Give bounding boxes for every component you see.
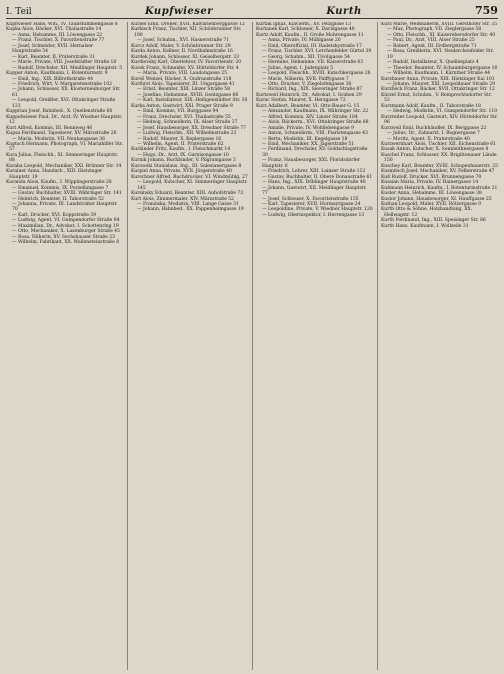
directory-entry: Kurzweil Emil, Buchhändler, IX. Berggasse 22 (381, 125, 487, 131)
directory-entry: — Emil, Kommis, VII. Burggasse 94 (137, 109, 219, 115)
directory-entry: — Johann, Maurer, XXI. Leopoldauer Straße 29 (387, 81, 495, 87)
directory-entry: — Johann, Gastwirt, XII. Meidlinger Hauptstr. 77 (262, 185, 367, 197)
directory-entry: Kurschner Alfred, Buchdrucker, VI. Windmühlg. 27 (131, 174, 248, 180)
directory-entry: Kurzbauer Anna, Private, XIII. Hietzinger Kai 101 (381, 76, 495, 82)
directory-entry: Kusak Anton, Kutscher, X. Sonnleithnergasse 8 (381, 147, 489, 153)
directory-entry: — Josef, Schlosser, X. Favoritenstraße 155 (262, 196, 359, 202)
directory-entry: — Karl, Installateur, XIX. Heiligenstädter Str. 30 (137, 98, 248, 104)
directory-entry: Kurz Adalbert, Beamter, VI. Otto-Bauer-G. 15 (256, 103, 360, 109)
directory-entry: — Richard, Ing., XIX. Sieveringer Straße 87 (262, 87, 363, 93)
directory-entry: Kurzwernhart Alois, Tischler, XII. Eichenstraße 61 (381, 141, 497, 147)
directory-entry: Kupsa Ferdinand, Tapezierer, XV. Märzstraße 26 (6, 131, 117, 137)
directory-entry: — Alfred, Kommis, XIV. Linzer Straße 104 (262, 114, 358, 120)
directory-entry: — Johann, Bahnbed., XX. Pappenheimgasse 19 (137, 207, 244, 213)
directory-entry: — Ludwig, Agent, VI. Gumpendorfer Straße 84 (12, 218, 120, 224)
directory-entry: Kurz Marie, Weißnäherin, XVIII. Gersthofer Str. 35 (381, 22, 498, 27)
directory-entry: Kurda Anton, Kellner, II. Nordbahnstraße 16 (131, 49, 233, 55)
directory-entry: — Julius, Dr., Zahnarzt, I. Bognergasse 7 (387, 131, 480, 137)
directory-entry: Kussian Maria, Private, IV. Rainergasse 14 (381, 180, 479, 186)
directory-entry: Kurek Franz, Schneider, XV. Hütteldorfer Str. 4 (131, 65, 239, 71)
directory-entry: — Josef, Hausbesorger, XX. Dresdner Straße 77 (137, 125, 246, 131)
directory-entry: — Johann, Schlosser, XX. Klosterneuburger Str. 61 (12, 87, 121, 98)
directory-entry: — Berta, Modistin, III. Kegelgasse 18 (262, 136, 348, 142)
directory-entry: Kurcz Adolf, Maler, V. Schönbrunner Str. 29 (131, 43, 231, 49)
directory-entry: Kupprian Josef, Bahnbed., X. Quellenstraße 60 (6, 109, 113, 115)
directory-entry: — Leopoldine, Private, V. Wiedner Hauptstr. 120 (262, 207, 373, 213)
directory-entry: Kurt Alois, Zimmermaler, XIV. Märzstraße 52 (131, 196, 234, 202)
directory-columns (6, 22, 498, 670)
directory-entry: — Wilhelm, Agent, II. Praterstraße 62 (137, 141, 224, 147)
directory-entry: — Anna, Private, IV. Mühlgasse 20 (262, 38, 341, 44)
directory-entry: Kureš Wenzel, Bäcker, X. Gudrunstraße 118 (131, 76, 232, 82)
directory-entry: — Franz, Tischler, XVI. Lerchenfelder Gürtel 39 (262, 49, 372, 55)
directory-entry: Kurka Anton, Gastwirt, XXI. Prager Straße 9 (131, 103, 233, 109)
directory-entry: — Otto, Fleischh., XI. Kaiserebersdorfer Str. 40 (387, 32, 496, 38)
directory-entry: Kuruc Stefan, Maurer, X. Herzgasse 72 (256, 98, 346, 104)
directory-entry: — Rosa, Näherin, XV. Sechshauser Straße 23 (12, 234, 116, 240)
directory-entry: — Rosa, Greißlerin, XVI. Neulerchenfelder Str. 19 (387, 49, 494, 60)
directory-entry: Kürzel Ernst, Schuhm., V. Reinprechtsdorfer Str. 53 (381, 92, 492, 104)
directory-entry: Kursinsky Eduard, Beamter, XIII. Auhofstraße 73 (131, 191, 244, 197)
directory-entry: Kurbisch Franz, Tischler, XII. Schönbrunner Str. 190 (131, 27, 242, 38)
directory-entry: Kurainer Anna, Handarb., XIII. Hietzinger Hauptstr. 19 (6, 169, 103, 180)
directory-entry: — Friedrich, Lehrer, XIII. Lainzer Straße 112 (262, 169, 366, 175)
directory-entry: — Gustav, Buchhalter, II. Obere Donaustraße 61 (262, 174, 373, 180)
directory-entry: Kurtz Adolf, Kaufm., II. Große Mohrengasse 11 (256, 32, 364, 38)
directory-entry: — Josefine, Hebamme, XVIII. Gentzgasse 66 (137, 92, 239, 98)
directory-entry: Kurth Otto & Söhne, Holzhandlung, XX. Hellwagstr. 12 (381, 207, 473, 218)
directory-entry: — Rudolf, Drechsler, XII. Meidlinger Hauptstr. 5 (12, 65, 123, 71)
directory-entry: Kurpiel Anna, Private, XVII. Jörgerstraße 40 (131, 169, 232, 175)
directory-entry: — Hugo, Dr., Arzt, IX. Garnisongasse 10 (137, 152, 229, 158)
directory-entry: — Josef, Schneider, XVII. Hernalser Hauptstraße 54 (12, 43, 94, 55)
directory-entry: Kurbel Emil, Dreher, XVII. Kalvarienberggasse 12 (131, 22, 245, 27)
directory-entry: Kurzmann Adolf, Kaufm., II. Taborstraße 18 (381, 103, 481, 109)
running-head-left: Kupfwieser (144, 6, 214, 17)
directory-entry: — Maximilian, Dr., Advokat, I. Schottenring 19 (12, 223, 119, 229)
directory-entry: — Georg, Schuhm., XII. Tivoligasse 54 (262, 54, 350, 60)
directory-entry: — Theodor, Beamter, IV. Schaumburgergasse 16 (387, 65, 498, 71)
directory-entry: Kupfwieser Hans, Wm., IV. Taubstummengasse 8 (6, 22, 118, 27)
directory-entry: — Emil, Mechaniker, XX. Jägerstraße 51 (262, 141, 355, 147)
directory-entry: — Hermine, Hebamme, VII. Kaiserstraße 63 (262, 60, 364, 66)
section-label: I. Teil (6, 7, 32, 17)
directory-entry: — Heinrich, Beamter, II. Taborstraße 52 (12, 196, 104, 202)
directory-entry: — Anton, Schneiderm., VIII. Piaristengasse 43 (262, 131, 368, 137)
directory-entry: Kurnik Johann, Buchbinder, V. Pilgramgasse 3 (131, 158, 236, 164)
column-4 (377, 22, 498, 670)
directory-entry: Kurzböck Franz, Bäcker, XVII. Ottakringer Str. 12 (381, 87, 495, 93)
directory-entry: Kustor Johann, Hausbesorger, XI. Hauffgasse 25 (381, 196, 492, 202)
directory-entry: — Josef, Schuhm., XVI. Hasnerstraße 71 (137, 38, 230, 44)
directory-entry: — Hedwig, Modistin, VI. Gumpendorfer Str. 110 (387, 109, 498, 115)
directory-entry: Kurt Alfred, Kommis, III. Rennweg 46 (6, 125, 93, 131)
directory-entry: — Julius, Agent, I. Judenplatz 5 (262, 65, 334, 71)
directory-entry: — Maria, Modistin, VII. Neubaugasse 36 (12, 136, 105, 142)
directory-entry: — Moritz, Agent, II. Praterstraße 40 (387, 136, 470, 142)
directory-entry: — Emil, Oberoffizial, III. Radetzkystraße 17 (262, 43, 362, 49)
directory-entry: — Leopold, Kutscher, XI. Simmeringer Hauptstr. 145 (137, 180, 248, 191)
directory-entry: — Gustav, Buchhalter, XVIII. Währinger Str. 141 (12, 191, 122, 197)
directory-entry: Kupka Alois, Bäcker, XVI. Thaliastraße 14 (6, 27, 102, 33)
directory-entry: — Franz, Hausbesorger, XXI. Floridsdorfer Hauptstr. 6 (262, 158, 360, 169)
directory-entry: — Hans, Ing., XIX. Döblinger Hauptstraße 48 (262, 180, 366, 186)
directory-entry: — Robert, Agent, III. Erdbergstraße 71 (387, 43, 477, 49)
directory-entry: — Leopold, Greißler, XVI. Ottakringer Straße 133 (12, 98, 116, 109)
directory-entry: — Johanna, Private, III. Landstraßer Hauptstr. 70 (12, 201, 118, 213)
directory-entry: Kußmann Heinrich, Kaufm., I. Rotenturmstraße 21 (381, 185, 498, 191)
directory-entry: Kuthan Leopold, Maler, XVII. Rötzergasse 9 (381, 201, 482, 207)
directory-entry: — Ferdinand, Drechsler, XV. Goldschlagstraße 30 (262, 147, 368, 158)
directory-entry: — Karl, Tapezierer, XVII. Hormayrgasse 24 (262, 201, 361, 207)
running-head-right: Kurth (326, 6, 362, 17)
directory-entry: — Marie, Private, VIII. Josefstädter Straße 18 (12, 60, 117, 66)
directory-entry: — Rudolf, Maurer, X. Keplergasse 16 (137, 136, 222, 142)
directory-entry: Kuschey Karl, Beamter, XVIII. Schopenhauerstr. 33 (381, 163, 498, 169)
directory-entry: Kurtak Ignaz, Klavierm., XV. Pelzgasse 13 (256, 22, 352, 27)
directory-entry: Kurtzweil Heinrich, Dr., Advokat, I. Graben 29 (256, 92, 362, 98)
page-header (6, 4, 498, 19)
directory-entry: — Franz, Tischler, X. Favoritenstraße 77 (12, 38, 105, 44)
directory-entry: — Franz, Drechsler, XVI. Thaliastraße 55 (137, 114, 231, 120)
directory-entry: Kurtanek Karl, Schlosser, X. Davidgasse 48 (256, 27, 355, 33)
directory-entry: — Alexander, Kaufmann, IX. Währinger Str. 22 (262, 109, 369, 115)
directory-entry: Kurdiovsky Karl, Oberlehrer, IV. Favoritenstr. 20 (131, 60, 242, 66)
directory-entry: — Ernst, Beamter, XIII. Linzer Straße 58 (137, 87, 230, 93)
directory-entry: — Alois, Bäckerm., XVI. Ottakringer Straße 88 (262, 120, 369, 126)
directory-entry: Kurdek Johann, Schlosser, XI. Geiselbergstr. 33 (131, 54, 240, 60)
column-2 (127, 22, 248, 670)
directory-entry: — Amalie, Private, IV. Wohllebengasse 9 (262, 125, 354, 131)
directory-entry: Kurfürst Alois, Tapezierer, III. Ungargasse 41 (131, 81, 235, 87)
directory-entry: — Anna, Hebamme, III. Löwengasse 22 (12, 32, 103, 38)
directory-entry: — Paul, Dr., Arzt, VIII. Alser Straße 25 (387, 38, 475, 44)
directory-entry: — Ludwig, Oberinspektor, I. Herrengasse 13 (262, 212, 365, 218)
directory-entry: — Otto, Mechaniker, X. Laxenburger Straße 45 (12, 229, 120, 235)
directory-entry: — Rudolf, Installateur, X. Quellenplatz 4 (387, 60, 479, 66)
directory-entry: — Karl, Drucker, XVI. Koppstraße 39 (12, 212, 97, 218)
directory-entry: Kurzreiter Leopold, Gastwirt, XIV. Hütteldorfer Str. 96 (381, 114, 498, 126)
directory-entry: Kurländer Fritz, Kaufm., I. Fleischmarkt 14 (131, 147, 231, 153)
directory-entry: — Leopold, Fleischh., XVIII. Kutschkergasse 28 (262, 71, 371, 77)
directory-entry: Kuppelwieser Paul, Dr., Arzt, IV. Wiedner Hauptstr. 12 (6, 114, 123, 126)
directory-entry: Kuranda Alois, Kaufm., I. Wipplingerstraße 28 (6, 180, 112, 186)
directory-entry: — Hedwig, Schneiderin, IX. Alser Straße 37 (137, 120, 238, 126)
directory-entry: — Wilhelm, Fabrikant, XX. Wallensteinstraße 8 (12, 240, 120, 246)
column-1 (6, 22, 123, 670)
directory-entry: — Franziska, Modistin, VIII. Lange Gasse 31 (137, 201, 239, 207)
directory-entry: Kuschel Franz, Schlosser, XX. Brigittenauer Lände 150 (381, 152, 497, 164)
directory-entry: — Emanuel, Kommis, IX. Porzellangasse 7 (12, 185, 109, 191)
directory-entry: Kuster Anna, Hebamme, III. Löwengasse 38 (381, 191, 482, 197)
directory-entry: Kusmitsch Josef, Mechaniker, XV. Felberstraße 47 (381, 169, 495, 175)
directory-entry: — Otto, Drucker, V. Ziegelofengasse 36 (262, 81, 352, 87)
directory-entry: — Marie, Näherin, XVII. Palffygasse 7 (262, 76, 349, 82)
directory-entry: — Karl, Beamter, II. Praterstraße 31 (12, 54, 95, 60)
directory-entry: Kuptsch Hermann, Photograph, VI. Mariahilfer Str. 57 (6, 141, 123, 153)
directory-entry: — Max, Photograph, VII. Zieglergasse 58 (387, 27, 482, 33)
directory-entry: Kuraba Leopold, Mechaniker, XXI. Brünner Str. 14 (6, 163, 122, 169)
directory-entry: Kurth Ferdinand, Ing., XIII. Speisinger Str. 86 (381, 218, 486, 224)
directory-entry: — Friedrich, Wirt, V. Margaretenstraße 102 (12, 81, 112, 87)
column-3 (252, 22, 373, 670)
page-number: 759 (475, 4, 498, 17)
directory-entry: — Maria, Private, VIII. Laudongasse 25 (137, 71, 228, 77)
directory-entry: — Emil, Ing., XIX. Billrothstraße 44 (12, 76, 93, 82)
directory-entry: — Wilhelm, Kaufmann, I. Kärntner Straße 44 (387, 71, 490, 77)
directory-entry: Kurowski Stanislaus, Ing., III. Salesianergasse 8 (131, 163, 242, 169)
directory-entry: Kura Julius, Fleischh., XI. Simmeringer Hauptstr. 88 (6, 152, 119, 164)
directory-entry: — Ludwig, Fleischh., XII. Wilhelmstraße 23 (137, 131, 237, 137)
directory-entry: Kuß Rudolf, Drucker, XVI. Brunnengasse 70 (381, 174, 482, 180)
directory-entry: Kurth Hans, Kaufmann, I. Wollzeile 31 (381, 223, 469, 229)
directory-entry: Kupper Anton, Kaufmann, I. Rotenturmstr. 9 (6, 71, 108, 77)
